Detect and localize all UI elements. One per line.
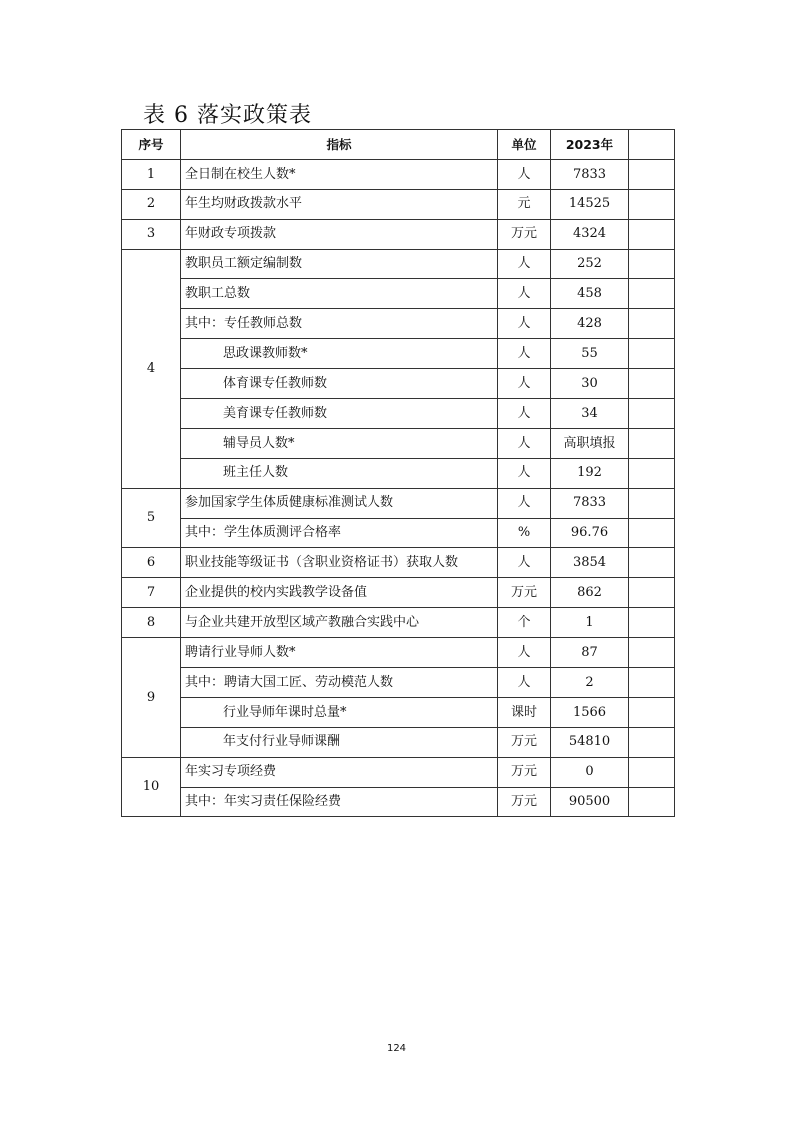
row-value: 0 (551, 757, 629, 787)
table-row (122, 757, 675, 787)
row-extra (629, 488, 675, 518)
row-extra (629, 219, 675, 249)
row-unit: 万元 (498, 219, 551, 249)
row-indicator: 职业技能等级证书（含职业资格证书）获取人数 (181, 548, 498, 578)
row-unit: 人 (498, 279, 551, 309)
row-indicator: 其中：年实习责任保险经费 (181, 787, 498, 817)
row-unit: 万元 (498, 787, 551, 817)
table-row (122, 369, 675, 399)
header-year: 2023年 (551, 130, 629, 160)
row-extra (629, 697, 675, 727)
row-extra (629, 159, 675, 189)
row-indicator: 其中：专任教师总数 (181, 309, 498, 339)
row-extra (629, 668, 675, 698)
row-indicator: 年支付行业导师课酬 (181, 727, 498, 757)
table-row (122, 787, 675, 817)
table-row (122, 488, 675, 518)
row-indicator: 教职工总数 (181, 279, 498, 309)
row-value: 14525 (551, 189, 629, 219)
row-value: 34 (551, 399, 629, 429)
row-value: 87 (551, 638, 629, 668)
row-unit: 万元 (498, 757, 551, 787)
table-row (122, 159, 675, 189)
table-row (122, 399, 675, 429)
row-value: 192 (551, 458, 629, 488)
table-row (122, 668, 675, 698)
table-row (122, 608, 675, 638)
table-row (122, 697, 675, 727)
row-indicator: 其中：聘请大国工匠、劳动模范人数 (181, 668, 498, 698)
table-row (122, 638, 675, 668)
row-indicator: 年生均财政拨款水平 (181, 189, 498, 219)
row-no: 8 (122, 608, 181, 638)
row-indicator: 与企业共建开放型区域产教融合实践中心 (181, 608, 498, 638)
row-value: 55 (551, 339, 629, 369)
row-unit: 元 (498, 189, 551, 219)
row-value: 1566 (551, 697, 629, 727)
row-unit: 课时 (498, 697, 551, 727)
row-extra (629, 339, 675, 369)
table-row (122, 219, 675, 249)
table-row (122, 189, 675, 219)
row-unit: 人 (498, 488, 551, 518)
table-row (122, 727, 675, 757)
row-extra (629, 578, 675, 608)
row-extra (629, 518, 675, 548)
row-value: 252 (551, 249, 629, 279)
row-no: 9 (122, 638, 181, 758)
row-no: 6 (122, 548, 181, 578)
row-extra (629, 428, 675, 458)
row-extra (629, 638, 675, 668)
row-extra (629, 727, 675, 757)
row-indicator: 年财政专项拨款 (181, 219, 498, 249)
row-no: 10 (122, 757, 181, 817)
policy-table (121, 129, 675, 817)
row-unit: 个 (498, 608, 551, 638)
table-row (122, 279, 675, 309)
header-row (122, 130, 675, 160)
row-unit: 人 (498, 399, 551, 429)
row-unit: 人 (498, 339, 551, 369)
row-value: 90500 (551, 787, 629, 817)
row-indicator: 辅导员人数* (181, 428, 498, 458)
row-indicator: 其中：学生体质测评合格率 (181, 518, 498, 548)
header-unit: 单位 (498, 130, 551, 160)
table-title: 表 6 落实政策表 (143, 103, 312, 128)
row-extra (629, 249, 675, 279)
table-row (122, 518, 675, 548)
row-value: 30 (551, 369, 629, 399)
table-row (122, 578, 675, 608)
row-value: 862 (551, 578, 629, 608)
row-extra (629, 309, 675, 339)
row-value: 96.76 (551, 518, 629, 548)
row-unit: 万元 (498, 578, 551, 608)
row-no: 1 (122, 159, 181, 189)
table-row (122, 339, 675, 369)
row-value: 2 (551, 668, 629, 698)
row-extra (629, 548, 675, 578)
row-indicator: 体育课专任教师数 (181, 369, 498, 399)
page-number: 124 (386, 1043, 407, 1054)
row-value: 7833 (551, 488, 629, 518)
header-no: 序号 (122, 130, 181, 160)
row-no: 5 (122, 488, 181, 548)
table-row (122, 309, 675, 339)
row-value: 4324 (551, 219, 629, 249)
row-extra (629, 458, 675, 488)
row-value: 7833 (551, 159, 629, 189)
row-indicator: 年实习专项经费 (181, 757, 498, 787)
row-unit: 人 (498, 668, 551, 698)
row-unit: 人 (498, 309, 551, 339)
row-no: 2 (122, 189, 181, 219)
row-indicator: 聘请行业导师人数* (181, 638, 498, 668)
row-unit: 人 (498, 548, 551, 578)
row-value: 428 (551, 309, 629, 339)
row-indicator: 教职员工额定编制数 (181, 249, 498, 279)
row-unit: % (498, 518, 551, 548)
row-unit: 人 (498, 638, 551, 668)
row-extra (629, 369, 675, 399)
row-indicator: 参加国家学生体质健康标准测试人数 (181, 488, 498, 518)
header-extra (629, 130, 675, 160)
row-extra (629, 608, 675, 638)
row-value: 3854 (551, 548, 629, 578)
row-indicator: 全日制在校生人数* (181, 159, 498, 189)
row-indicator: 美育课专任教师数 (181, 399, 498, 429)
row-indicator: 班主任人数 (181, 458, 498, 488)
row-indicator: 企业提供的校内实践教学设备值 (181, 578, 498, 608)
row-extra (629, 279, 675, 309)
row-indicator: 行业导师年课时总量* (181, 697, 498, 727)
row-extra (629, 757, 675, 787)
row-value: 54810 (551, 727, 629, 757)
row-indicator: 思政课教师数* (181, 339, 498, 369)
row-value: 1 (551, 608, 629, 638)
row-unit: 人 (498, 249, 551, 279)
row-extra (629, 787, 675, 817)
row-no: 7 (122, 578, 181, 608)
row-unit: 万元 (498, 727, 551, 757)
row-value: 458 (551, 279, 629, 309)
header-indicator: 指标 (181, 130, 498, 160)
table-row (122, 458, 675, 488)
row-extra (629, 189, 675, 219)
row-unit: 人 (498, 369, 551, 399)
row-unit: 人 (498, 458, 551, 488)
row-unit: 人 (498, 159, 551, 189)
row-no: 4 (122, 249, 181, 488)
row-unit: 人 (498, 428, 551, 458)
table-row (122, 548, 675, 578)
table-row (122, 249, 675, 279)
table-row (122, 428, 675, 458)
row-extra (629, 399, 675, 429)
row-value: 高职填报 (551, 428, 629, 458)
row-no: 3 (122, 219, 181, 249)
